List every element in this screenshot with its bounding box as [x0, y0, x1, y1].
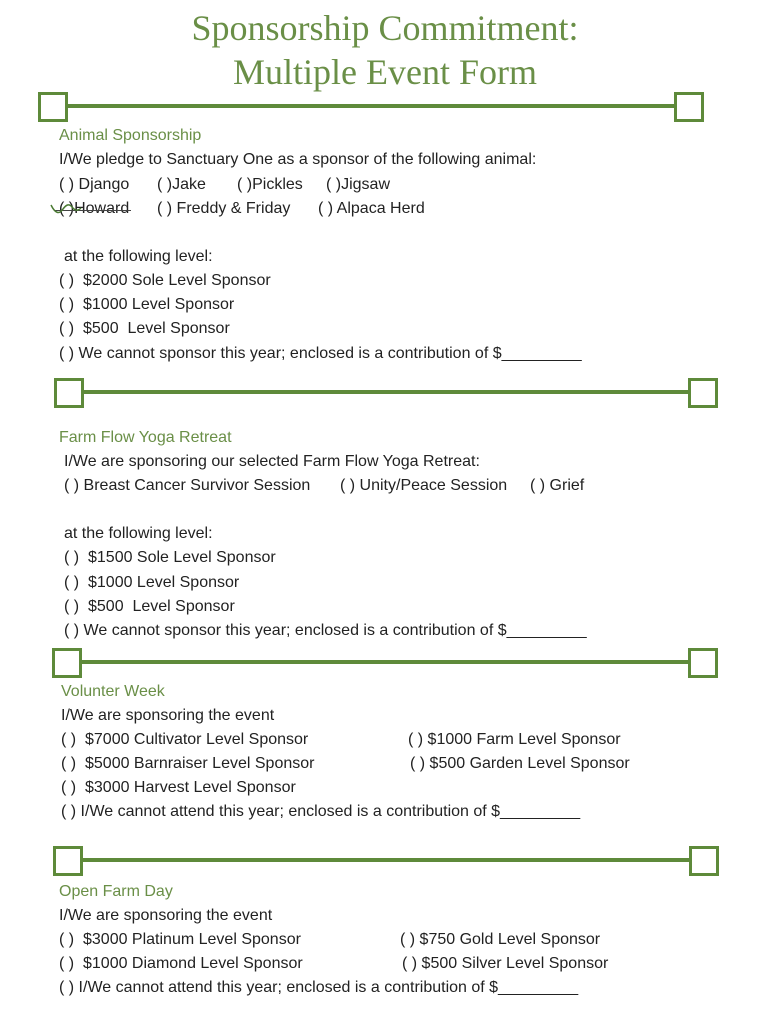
animal-level-intro: at the following level:	[64, 248, 213, 265]
volunteer-intro-text: I/We are sponsoring the event	[61, 707, 275, 724]
divider-box-left	[54, 378, 84, 408]
section-divider-2	[54, 378, 718, 408]
animal-pledge-text: I/We pledge to Sanctuary One as a sponsor of the following animal:	[59, 151, 537, 168]
title-line-2: Multiple Event Form	[233, 52, 537, 92]
volunteer-week-heading: Volunter Week	[61, 683, 165, 700]
openfarm-contribution-option[interactable]: ( ) I/We cannot attend this year; enclosed is a contribution of $_________	[59, 979, 579, 996]
volunteer-level-5000[interactable]: ( ) $5000 Barnraiser Level Sponsor	[61, 755, 315, 772]
open-farm-day-heading: Open Farm Day	[59, 883, 173, 900]
divider-box-left	[38, 92, 68, 122]
volunteer-level-1000[interactable]: ( ) $1000 Farm Level Sponsor	[408, 731, 621, 748]
animal-level-2000[interactable]: ( ) $2000 Sole Level Sponsor	[59, 272, 271, 289]
divider-box-right	[674, 92, 704, 122]
openfarm-level-3000[interactable]: ( ) $3000 Platinum Level Sponsor	[59, 931, 301, 948]
animal-option-jigsaw[interactable]: ( )Jigsaw	[326, 176, 391, 193]
animal-option-alpaca-herd[interactable]: ( ) Alpaca Herd	[318, 200, 425, 217]
yoga-level-1500[interactable]: ( ) $1500 Sole Level Sponsor	[64, 549, 276, 566]
animal-option-freddy-friday[interactable]: ( ) Freddy & Friday	[157, 200, 291, 217]
yoga-intro-text: I/We are sponsoring our selected Farm Flow Yoga Retreat:	[64, 453, 480, 470]
animal-level-500[interactable]: ( ) $500 Level Sponsor	[59, 320, 230, 337]
divider-box-left	[53, 846, 83, 876]
animal-option-pickles[interactable]: ( )Pickles	[237, 176, 303, 193]
animal-option-django[interactable]: ( ) Django	[59, 176, 130, 193]
yoga-session-unity-peace[interactable]: ( ) Unity/Peace Session	[340, 477, 508, 494]
yoga-level-500[interactable]: ( ) $500 Level Sponsor	[64, 598, 235, 615]
volunteer-level-3000[interactable]: ( ) $3000 Harvest Level Sponsor	[61, 779, 296, 796]
section-divider-4	[53, 846, 719, 876]
howard-crossed-out: ( )Howard	[59, 200, 130, 217]
openfarm-intro-text: I/We are sponsoring the event	[59, 907, 273, 924]
divider-box-right	[689, 846, 719, 876]
yoga-session-breast-cancer[interactable]: ( ) Breast Cancer Survivor Session	[64, 477, 311, 494]
handwritten-scribble-mark	[49, 199, 83, 219]
openfarm-level-1000[interactable]: ( ) $1000 Diamond Level Sponsor	[59, 955, 303, 972]
form-title	[0, 6, 770, 94]
openfarm-level-750[interactable]: ( ) $750 Gold Level Sponsor	[400, 931, 601, 948]
divider-box-right	[688, 648, 718, 678]
volunteer-contribution-option[interactable]: ( ) I/We cannot attend this year; enclosed is a contribution of $_________	[61, 803, 581, 820]
animal-sponsorship-heading: Animal Sponsorship	[59, 127, 202, 144]
title-line-1: Sponsorship Commitment:	[191, 8, 579, 48]
animal-contribution-option[interactable]: ( ) We cannot sponsor this year; enclosed is a contribution of $_________	[59, 345, 582, 362]
yoga-contribution-option[interactable]: ( ) We cannot sponsor this year; enclosed is a contribution of $_________	[64, 622, 587, 639]
yoga-session-grief[interactable]: ( ) Grief	[530, 477, 585, 494]
volunteer-level-7000[interactable]: ( ) $7000 Cultivator Level Sponsor	[61, 731, 309, 748]
volunteer-level-500[interactable]: ( ) $500 Garden Level Sponsor	[410, 755, 630, 772]
yoga-level-intro: at the following level:	[64, 525, 213, 542]
openfarm-level-500[interactable]: ( ) $500 Silver Level Sponsor	[402, 955, 609, 972]
section-divider-1	[38, 92, 704, 122]
divider-box-left	[52, 648, 82, 678]
yoga-retreat-heading: Farm Flow Yoga Retreat	[59, 429, 232, 446]
animal-level-1000[interactable]: ( ) $1000 Level Sponsor	[59, 296, 235, 313]
section-divider-3	[52, 648, 718, 678]
yoga-level-1000[interactable]: ( ) $1000 Level Sponsor	[64, 574, 240, 591]
divider-box-right	[688, 378, 718, 408]
animal-option-jake[interactable]: ( )Jake	[157, 176, 206, 193]
